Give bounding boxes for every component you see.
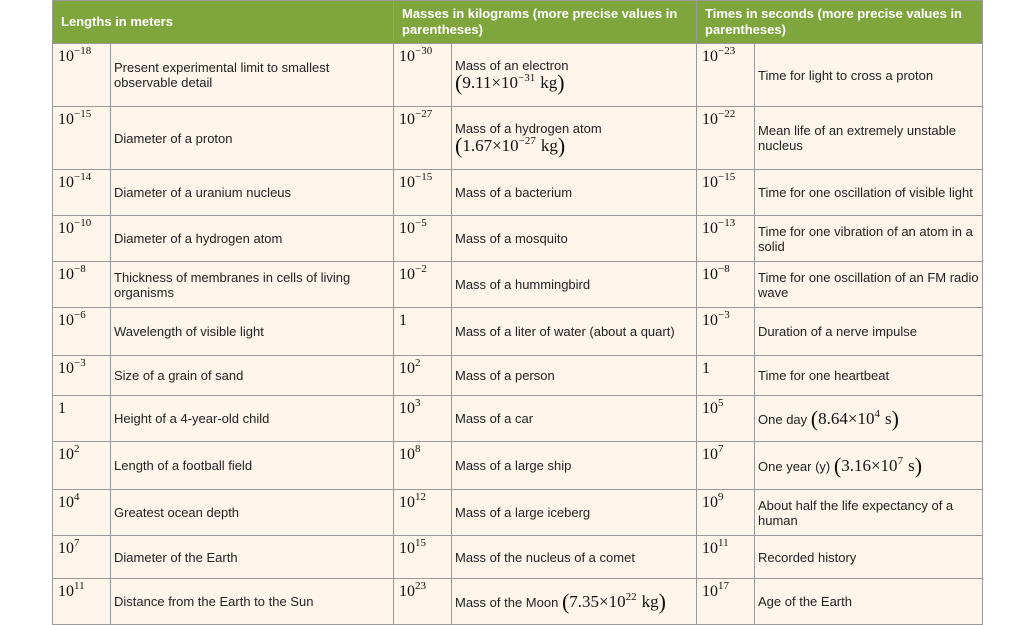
mass-value: $10^{15}$ — [394, 536, 452, 579]
time-description: Time for one oscillation of an FM radio wave — [755, 262, 983, 308]
mass-description: Mass of a car — [452, 396, 697, 442]
length-description: Wavelength of visible light — [111, 308, 394, 356]
time-value: $10^9$ — [697, 490, 755, 536]
time-value: $10^{17}$ — [697, 579, 755, 625]
mass-value: $10^{-27}$ — [394, 107, 452, 170]
mass-value: 1 — [394, 308, 452, 356]
table-row — [53, 356, 983, 396]
time-description: Time for light to cross a proton — [755, 44, 983, 107]
mass-description: Mass of a hummingbird — [452, 262, 697, 308]
header-row — [53, 1, 983, 44]
table-row — [53, 262, 983, 308]
length-description: Diameter of a uranium nucleus — [111, 170, 394, 216]
time-description: About half the life expectancy of a human — [755, 490, 983, 536]
mass-precise-value: ($9.11\times 10^{-31}$ kg) — [455, 69, 565, 95]
time-description — [755, 396, 983, 442]
mass-description-text: Mass of an electron — [455, 57, 569, 73]
mass-value: $10^8$ — [394, 442, 452, 490]
header-times: Times in seconds (more precise values in parentheses) — [697, 1, 983, 44]
table-row — [53, 44, 983, 107]
mass-precise-value: ($1.67\times 10^{-27}$ kg) — [455, 132, 566, 158]
mass-value: $10^2$ — [394, 356, 452, 396]
time-value: $10^{-13}$ — [697, 216, 755, 262]
table-row — [53, 308, 983, 356]
time-description — [755, 442, 983, 490]
time-precise-value: ($8.64\times 10^4$ s) — [810, 405, 899, 431]
length-value: $10^{-18}$ — [53, 44, 111, 107]
mass-value: $10^{-15}$ — [394, 170, 452, 216]
time-value: $10^{11}$ — [697, 536, 755, 579]
mass-value: $10^{-30}$ — [394, 44, 452, 107]
table-row — [53, 442, 983, 490]
table-row — [53, 107, 983, 170]
mass-description: Mass of a person — [452, 356, 697, 396]
time-value: $10^{-23}$ — [697, 44, 755, 107]
length-value: $10^{-14}$ — [53, 170, 111, 216]
time-description: Time for one oscillation of visible light — [755, 170, 983, 216]
mass-description: Mass of a mosquito — [452, 216, 697, 262]
length-description: Distance from the Earth to the Sun — [111, 579, 394, 625]
time-description: Duration of a nerve impulse — [755, 308, 983, 356]
table-row — [53, 170, 983, 216]
length-description: Greatest ocean depth — [111, 490, 394, 536]
length-description: Height of a 4-year-old child — [111, 396, 394, 442]
mass-value: $10^{-5}$ — [394, 216, 452, 262]
length-value: $10^{-8}$ — [53, 262, 111, 308]
mass-description: Mass of a large ship — [452, 442, 697, 490]
table-row — [53, 579, 983, 625]
length-description: Size of a grain of sand — [111, 356, 394, 396]
mass-description: Mass of the nucleus of a comet — [452, 536, 697, 579]
orders-of-magnitude-table — [52, 0, 983, 625]
time-value: $10^7$ — [697, 442, 755, 490]
mass-description — [452, 579, 697, 625]
time-value: $10^{-8}$ — [697, 262, 755, 308]
length-value: $10^{-6}$ — [53, 308, 111, 356]
table-row — [53, 536, 983, 579]
time-value: $10^{-22}$ — [697, 107, 755, 170]
length-description: Diameter of the Earth — [111, 536, 394, 579]
length-value: $10^2$ — [53, 442, 111, 490]
length-description: Thickness of membranes in cells of living organisms — [111, 262, 394, 308]
mass-value: $10^{12}$ — [394, 490, 452, 536]
time-description: Time for one vibration of an atom in a solid — [755, 216, 983, 262]
time-description-text: One day — [758, 411, 808, 427]
length-description: Diameter of a hydrogen atom — [111, 216, 394, 262]
header-lengths: Lengths in meters — [53, 1, 394, 44]
mass-description: Mass of a liter of water (about a quart) — [452, 308, 697, 356]
time-description: Mean life of an extremely unstable nucleus — [755, 107, 983, 170]
length-value: $10^{-3}$ — [53, 356, 111, 396]
mass-description: Mass of a large iceberg — [452, 490, 697, 536]
time-description: Age of the Earth — [755, 579, 983, 625]
mass-description-text: Mass of the Moon — [455, 594, 559, 610]
length-description: Diameter of a proton — [111, 107, 394, 170]
table-row — [53, 396, 983, 442]
length-description: Present experimental limit to smallest observable detail — [111, 44, 394, 107]
mass-value: $10^{-2}$ — [394, 262, 452, 308]
time-precise-value: ($3.16\times 10^7$ s) — [833, 452, 923, 478]
time-value: $10^{-15}$ — [697, 170, 755, 216]
length-value: 1 — [53, 396, 111, 442]
length-value: $10^{-15}$ — [53, 107, 111, 170]
mass-description — [452, 44, 697, 107]
table-row — [53, 490, 983, 536]
length-description: Length of a football field — [111, 442, 394, 490]
mass-description-text: Mass of a hydrogen atom — [455, 120, 602, 136]
mass-precise-value: ($7.35\times 10^{22}$ kg) — [561, 588, 666, 614]
time-description: Recorded history — [755, 536, 983, 579]
time-value: $10^{-3}$ — [697, 308, 755, 356]
length-value: $10^{11}$ — [53, 579, 111, 625]
table-row — [53, 216, 983, 262]
mass-value: $10^{23}$ — [394, 579, 452, 625]
length-value: $10^{-10}$ — [53, 216, 111, 262]
time-value: 1 — [697, 356, 755, 396]
orders-of-magnitude-table-container — [52, 0, 982, 625]
mass-value: $10^3$ — [394, 396, 452, 442]
time-description: Time for one heartbeat — [755, 356, 983, 396]
length-value: $10^4$ — [53, 490, 111, 536]
mass-description — [452, 107, 697, 170]
mass-description: Mass of a bacterium — [452, 170, 697, 216]
header-masses: Masses in kilograms (more precise values in parentheses) — [394, 1, 697, 44]
length-value: $10^7$ — [53, 536, 111, 579]
time-value: $10^5$ — [697, 396, 755, 442]
time-description-text: One year (y) — [758, 458, 831, 474]
